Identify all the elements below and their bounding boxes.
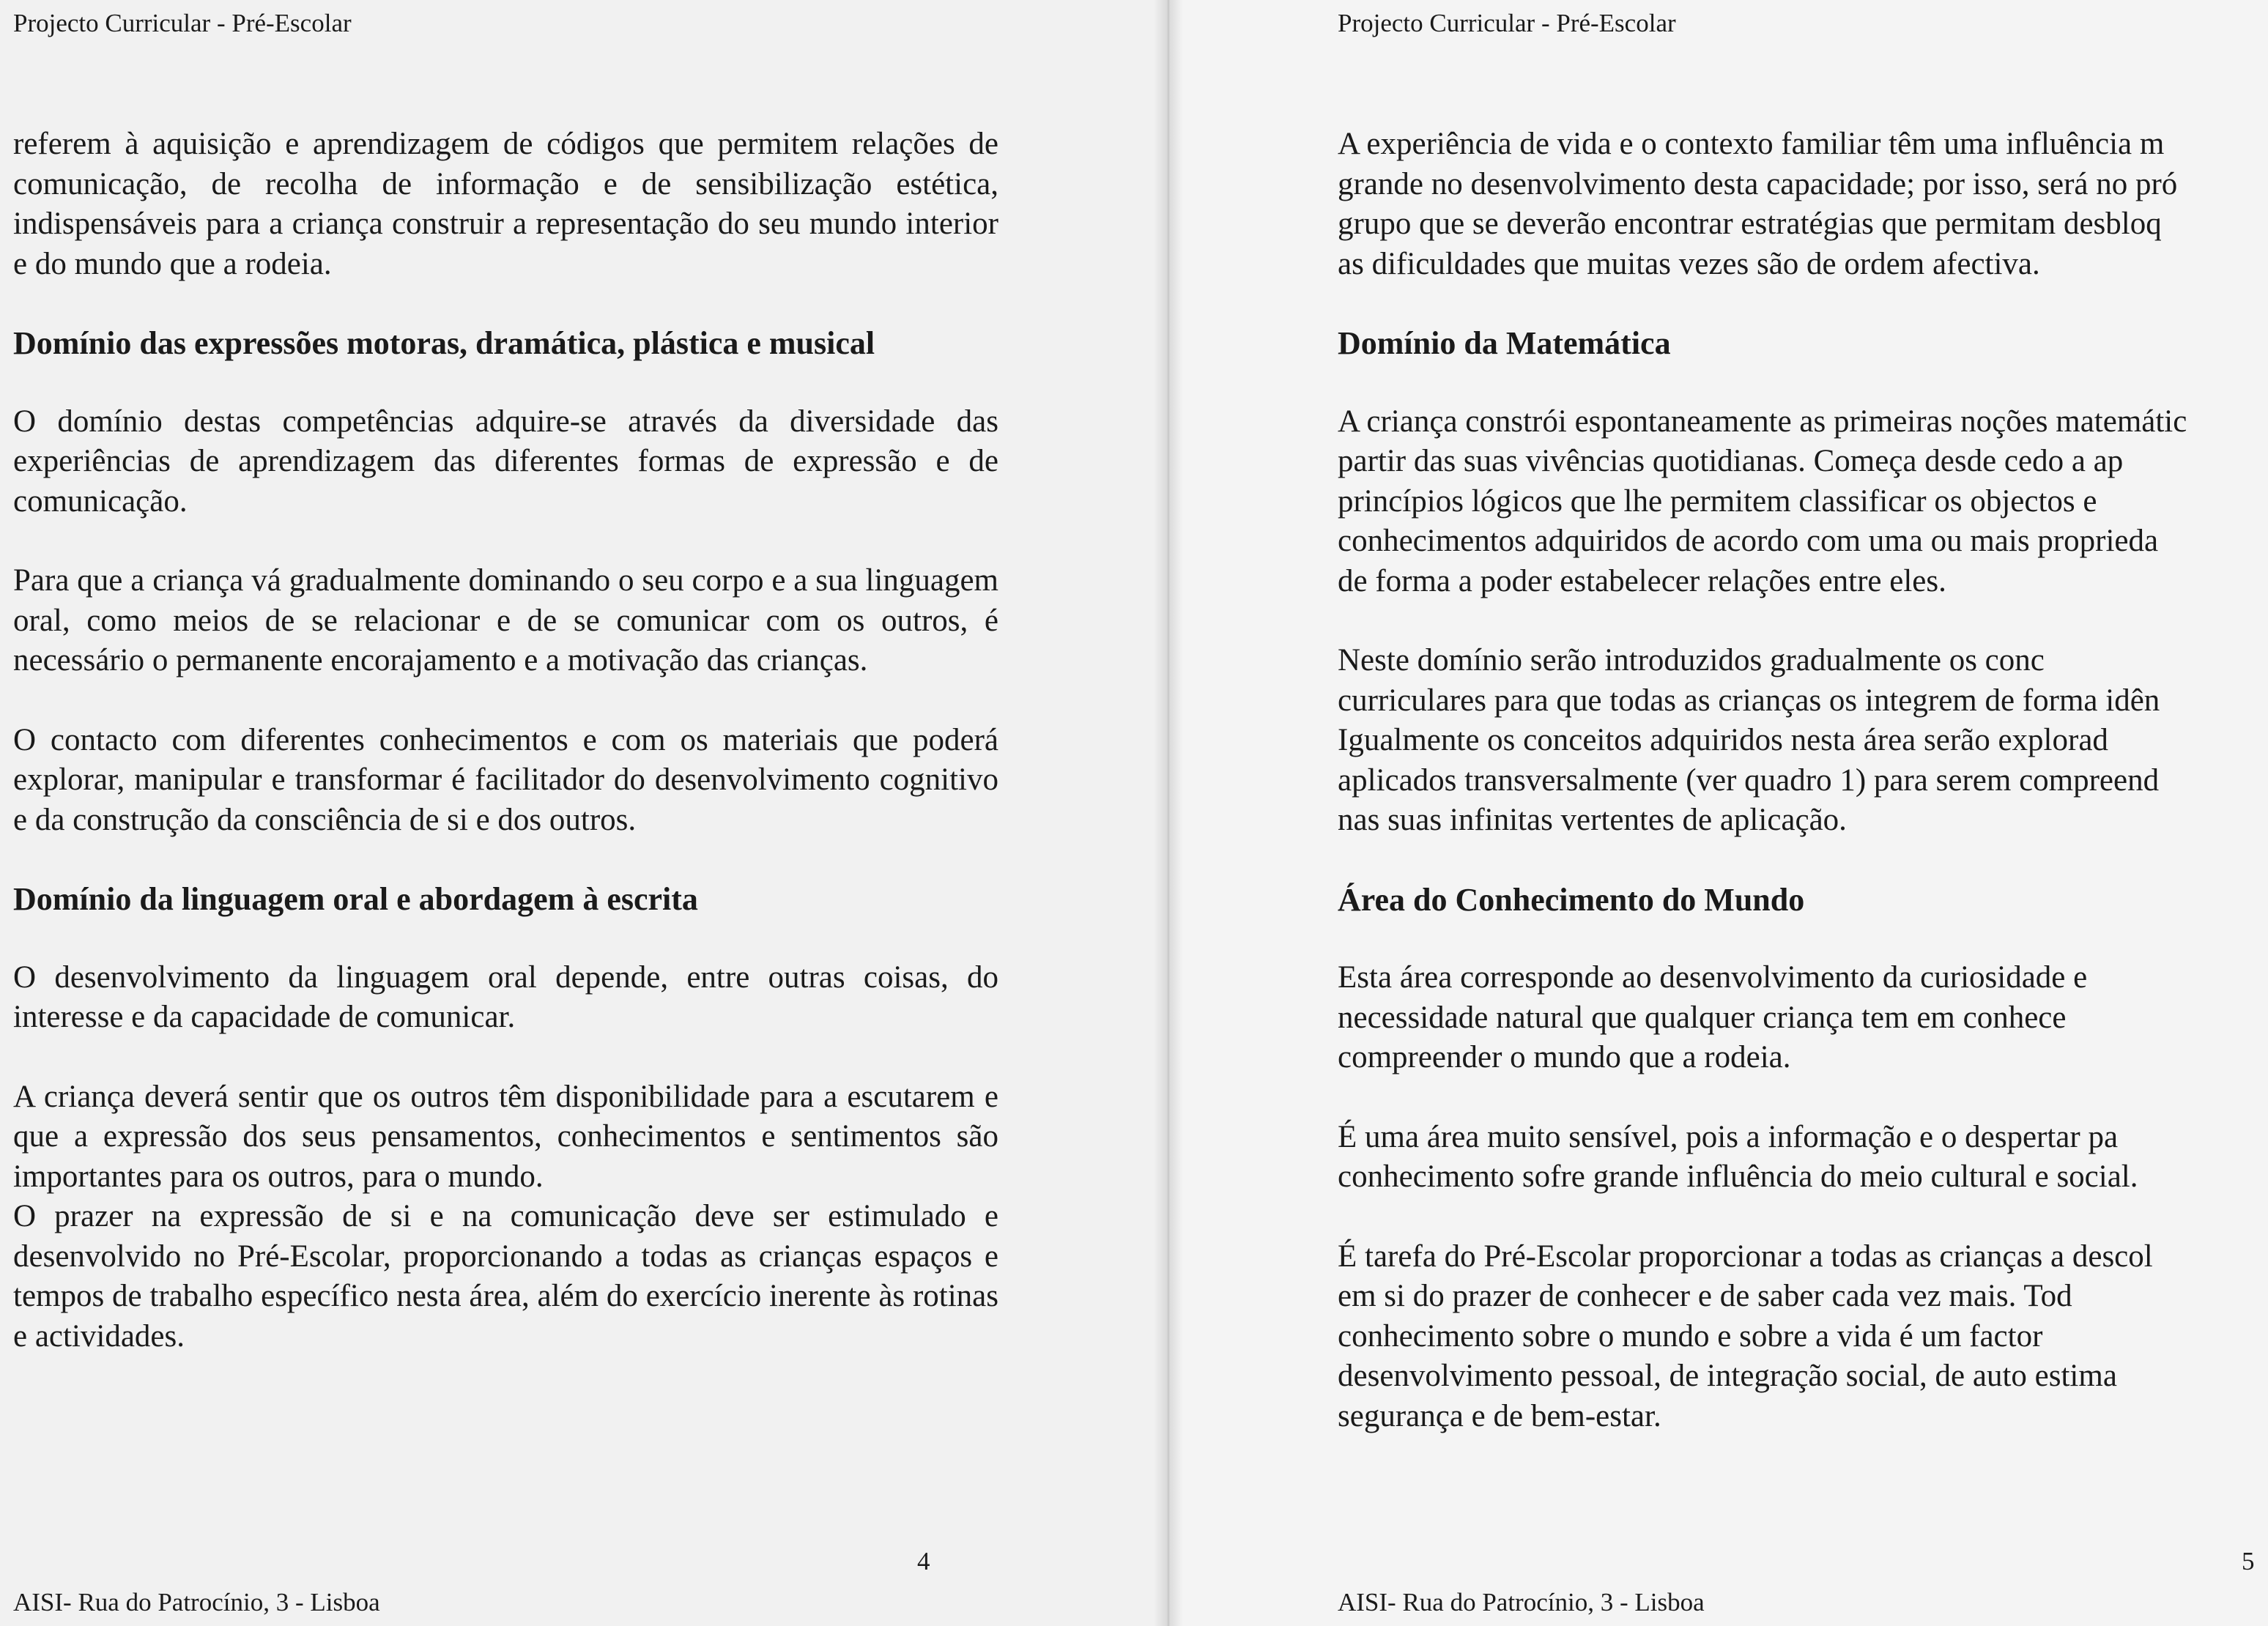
binding-gutter xyxy=(1154,0,1183,1626)
text-line: Igualmente os conceitos adquiridos nesta área serão explorad xyxy=(1338,723,2108,757)
text-line: partir das suas vivências quotidianas. Começa desde cedo a ap xyxy=(1338,444,2124,478)
text-line: nas suas infinitas vertentes de aplicação. xyxy=(1338,803,1847,837)
section-heading: Área do Conhecimento do Mundo xyxy=(1338,881,1805,918)
text-line: conhecimento sobre o mundo e sobre a vida é um factor xyxy=(1338,1318,2043,1354)
paragraph: O domínio destas competências adquire-se através da diversidade das experiências de aprendizagem das diferentes formas de expressão e de comunicação. xyxy=(13,404,998,519)
page-header: Projecto Curricular - Pré-Escolar xyxy=(13,9,352,37)
text-line: conhecimento sofre grande influência do meio cultural e social. xyxy=(1338,1159,2138,1194)
text-line: de forma a poder estabelecer relações entre eles. xyxy=(1338,563,1946,598)
text-line: em si do prazer de conhecer e de saber cada vez mais. Tod xyxy=(1338,1279,2072,1313)
paragraph: Para que a criança vá gradualmente dominando o seu corpo e a sua linguagem oral, como meios de se relacionar e de se comunicar com os outros, é necessário o permanente encorajamento e a motivação das crianças. xyxy=(13,563,998,678)
text-line: Neste domínio serão introduzidos gradualmente os conc xyxy=(1338,643,2045,678)
right-page xyxy=(1168,0,2268,1626)
text-line: A experiência de vida e o contexto familiar têm uma influência m xyxy=(1338,127,2165,161)
section-heading: Domínio da Matemática xyxy=(1338,325,1671,361)
text-line: princípios lógicos que lhe permitem classificar os objectos e xyxy=(1338,483,2097,519)
paragraph: referem à aquisição e aprendizagem de códigos que permitem relações de comunicação, de recolha de informação e de sensibilização estética, indispensáveis para a criança construir a representação do seu mundo interior e do mundo que a rodeia. xyxy=(13,127,998,281)
text-line: segurança e de bem-estar. xyxy=(1338,1398,1661,1433)
page-number: 5 xyxy=(2242,1547,2255,1575)
text-line: as dificuldades que muitas vezes são de ordem afectiva. xyxy=(1338,246,2040,281)
paragraph: A criança deverá sentir que os outros têm disponibilidade para a escutarem e que a expressão dos seus pensamentos, conhecimentos e sentimentos são importantes para os outros, para o mundo. xyxy=(13,1079,998,1194)
text-line: grupo que se deverão encontrar estratégias que permitam desbloq xyxy=(1338,207,2162,241)
text-line: É tarefa do Pré-Escolar proporcionar a todas as crianças a descol xyxy=(1338,1239,2153,1274)
section-heading: Domínio das expressões motoras, dramática, plástica e musical xyxy=(13,325,875,361)
page-body xyxy=(13,125,998,1396)
text-line: desenvolvimento pessoal, de integração social, de auto estima xyxy=(1338,1359,2117,1393)
section-heading: Domínio da linguagem oral e abordagem à escrita xyxy=(13,881,698,917)
text-line: aplicados transversalmente (ver quadro 1) para serem compreend xyxy=(1338,762,2160,798)
text-line: necessidade natural que qualquer criança tem em conhece xyxy=(1338,1000,2067,1035)
page-header: Projecto Curricular - Pré-Escolar xyxy=(1338,9,1676,37)
page-footer: AISI- Rua do Patrocínio, 3 - Lisboa xyxy=(13,1588,380,1616)
page-number: 4 xyxy=(917,1547,930,1575)
text-line: Esta área corresponde ao desenvolvimento da curiosidade e xyxy=(1338,960,2088,995)
text-line: É uma área muito sensível, pois a informação e o despertar pa xyxy=(1338,1119,2119,1154)
paragraph: O desenvolvimento da linguagem oral depende, entre outras coisas, do interesse e da capacidade de comunicar. xyxy=(13,959,998,1034)
paragraph: O prazer na expressão de si e na comunicação deve ser estimulado e desenvolvido no Pré-Escolar, proporcionando a todas as crianças espaços e tempos de trabalho específico nesta área, além do exercício inerente às rotinas e actividades. xyxy=(13,1199,998,1354)
text-line: conhecimentos adquiridos de acordo com uma ou mais proprieda xyxy=(1338,524,2159,558)
text-line: curriculares para que todas as crianças os integrem de forma idên xyxy=(1338,683,2160,718)
page-footer: AISI- Rua do Patrocínio, 3 - Lisboa xyxy=(1338,1588,1705,1616)
text-line: grande no desenvolvimento desta capacidade; por isso, será no pró xyxy=(1338,166,2178,201)
text-line: compreender o mundo que a rodeia. xyxy=(1338,1040,1791,1074)
text-line: A criança constrói espontaneamente as primeiras noções matemátic xyxy=(1338,404,2187,439)
paragraph: O contacto com diferentes conhecimentos e com os materiais que poderá explorar, manipular e transformar é facilitador do desenvolvimento cognitivo e da construção da consciência de si e dos outros. xyxy=(13,722,998,837)
page-body xyxy=(1338,125,2268,1476)
